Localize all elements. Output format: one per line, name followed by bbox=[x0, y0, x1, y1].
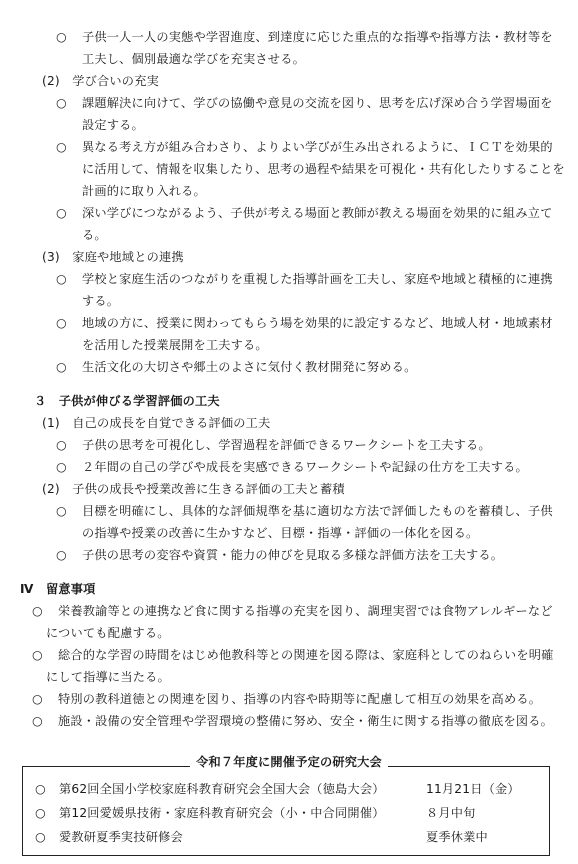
list-item: ○ 栄養教諭等との連携など食に関する指導の充実を図り、調理実習では食物アレルギーなど bbox=[32, 604, 553, 618]
events-title: 令和７年度に開催予定の研究大会 bbox=[0, 752, 578, 772]
event-date: ８月中旬 bbox=[426, 806, 476, 820]
section-heading: Ⅳ 留意事項 bbox=[20, 582, 96, 596]
list-item: ○ 特別の教科道徳との関連を図り、指導の内容や時期等に配慮して相互の効果を高める。 bbox=[32, 692, 542, 706]
bullet-circle: ○ bbox=[35, 782, 46, 796]
list-item-cont: 設定する。 bbox=[82, 118, 144, 132]
bullet-circle: ○ bbox=[56, 438, 67, 452]
bullet-circle: ○ bbox=[56, 316, 67, 330]
subheading: (2) 学び合いの充実 bbox=[42, 74, 159, 88]
list-item: ○ 目標を明確にし、具体的な評価規準を基に適切な方法で評価したものを蓄積し、子供 bbox=[56, 504, 553, 518]
list-item: ○ 学校と家庭生活のつながりを重視した指導計画を工夫し、家庭や地域と積極的に連携 bbox=[56, 272, 553, 286]
list-item-cont: の指導や授業の改善に生かすなど、目標・指導・評価の一体化を図る。 bbox=[82, 526, 479, 540]
list-item-cont: についても配慮する。 bbox=[46, 626, 170, 640]
bullet-circle: ○ bbox=[56, 96, 67, 110]
list-item: ○ 課題解決に向けて、学びの協働や意見の交流を図り、思考を広げ深め合う学習場面を bbox=[56, 96, 553, 110]
list-item: ○ 異なる考え方が組み合わさり、よりよい学びが生み出されるように、ＩＣＴを効果的 bbox=[56, 140, 553, 154]
event-row bbox=[23, 803, 549, 823]
bullet-circle: ○ bbox=[35, 806, 46, 820]
list-item-cont: を活用した授業展開を工夫する。 bbox=[82, 338, 268, 352]
list-item: ○ 施設・設備の安全管理や学習環境の整備に努め、安全・衛生に関する指導の徹底を図る。 bbox=[32, 714, 554, 728]
bullet-circle: ○ bbox=[32, 604, 43, 618]
bullet-circle: ○ bbox=[56, 460, 67, 474]
bullet-circle: ○ bbox=[32, 714, 43, 728]
list-item-cont: にして指導に当たる。 bbox=[46, 670, 170, 684]
list-item: ○ 深い学びにつながるよう、子供が考える場面と教師が教える場面を効果的に組み立て bbox=[56, 206, 553, 220]
list-item: ○ 地域の方に、授業に関わってもらう場を効果的に設定するなど、地域人材・地域素材 bbox=[56, 316, 553, 330]
bullet-circle: ○ bbox=[56, 548, 67, 562]
bullet-circle: ○ bbox=[56, 206, 67, 220]
list-item: ○ 総合的な学習の時間をはじめ他教科等との関連を図る際は、家庭科としてのねらいを明確 bbox=[32, 648, 554, 662]
bullet-circle: ○ bbox=[32, 692, 43, 706]
bullet-circle: ○ bbox=[56, 272, 67, 286]
bullet-circle: ○ bbox=[56, 30, 67, 44]
list-item-cont: に活用して、情報を収集したり、思考の過程や結果を可視化・共有化したりすることを bbox=[82, 162, 565, 176]
events-box bbox=[22, 766, 550, 856]
list-item: ○ ２年間の自己の学びや成長を実感できるワークシートや記録の仕方を工夫する。 bbox=[56, 460, 528, 474]
event-date: 11月21日（金） bbox=[426, 782, 520, 796]
event-row bbox=[23, 827, 549, 847]
bullet-circle: ○ bbox=[56, 504, 67, 518]
bullet-circle: ○ bbox=[56, 360, 67, 374]
event-name: 第62回全国小学校家庭科教育研究会全国大会（徳島大会） bbox=[59, 782, 385, 796]
subheading: (3) 家庭や地域との連携 bbox=[42, 250, 184, 264]
list-item: ○ 子供の思考の変容や資質・能力の伸びを見取る多様な評価方法を工夫する。 bbox=[56, 548, 504, 562]
subheading: (1) 自己の成長を自覚できる評価の工夫 bbox=[42, 416, 271, 430]
list-item: ○ 子供一人一人の実態や学習進度、到達度に応じた重点的な指導や指導方法・教材等を bbox=[56, 30, 553, 44]
bullet-circle: ○ bbox=[56, 140, 67, 154]
list-item-cont: 計画的に取り入れる。 bbox=[82, 184, 206, 198]
bullet-circle: ○ bbox=[32, 648, 43, 662]
list-item: ○ 子供の思考を可視化し、学習過程を評価できるワークシートを工夫する。 bbox=[56, 438, 491, 452]
subheading: (2) 子供の成長や授業改善に生きる評価の工夫と蓄積 bbox=[42, 482, 345, 496]
list-item-cont: る。 bbox=[82, 228, 107, 242]
bullet-circle: ○ bbox=[35, 830, 46, 844]
section-heading: ３ 子供が伸びる学習評価の工夫 bbox=[34, 394, 220, 408]
list-item-cont: 工夫し、個別最適な学びを充実させる。 bbox=[82, 52, 305, 66]
list-item: ○ 生活文化の大切さや郷土のよさに気付く教材開発に努める。 bbox=[56, 360, 417, 374]
event-name: 愛教研夏季実技研修会 bbox=[59, 830, 183, 844]
event-date: 夏季休業中 bbox=[426, 830, 488, 844]
event-row bbox=[23, 779, 549, 799]
event-name: 第12回愛媛県技術・家庭科教育研究会（小・中合同開催） bbox=[59, 806, 385, 820]
list-item-cont: する。 bbox=[82, 294, 120, 308]
